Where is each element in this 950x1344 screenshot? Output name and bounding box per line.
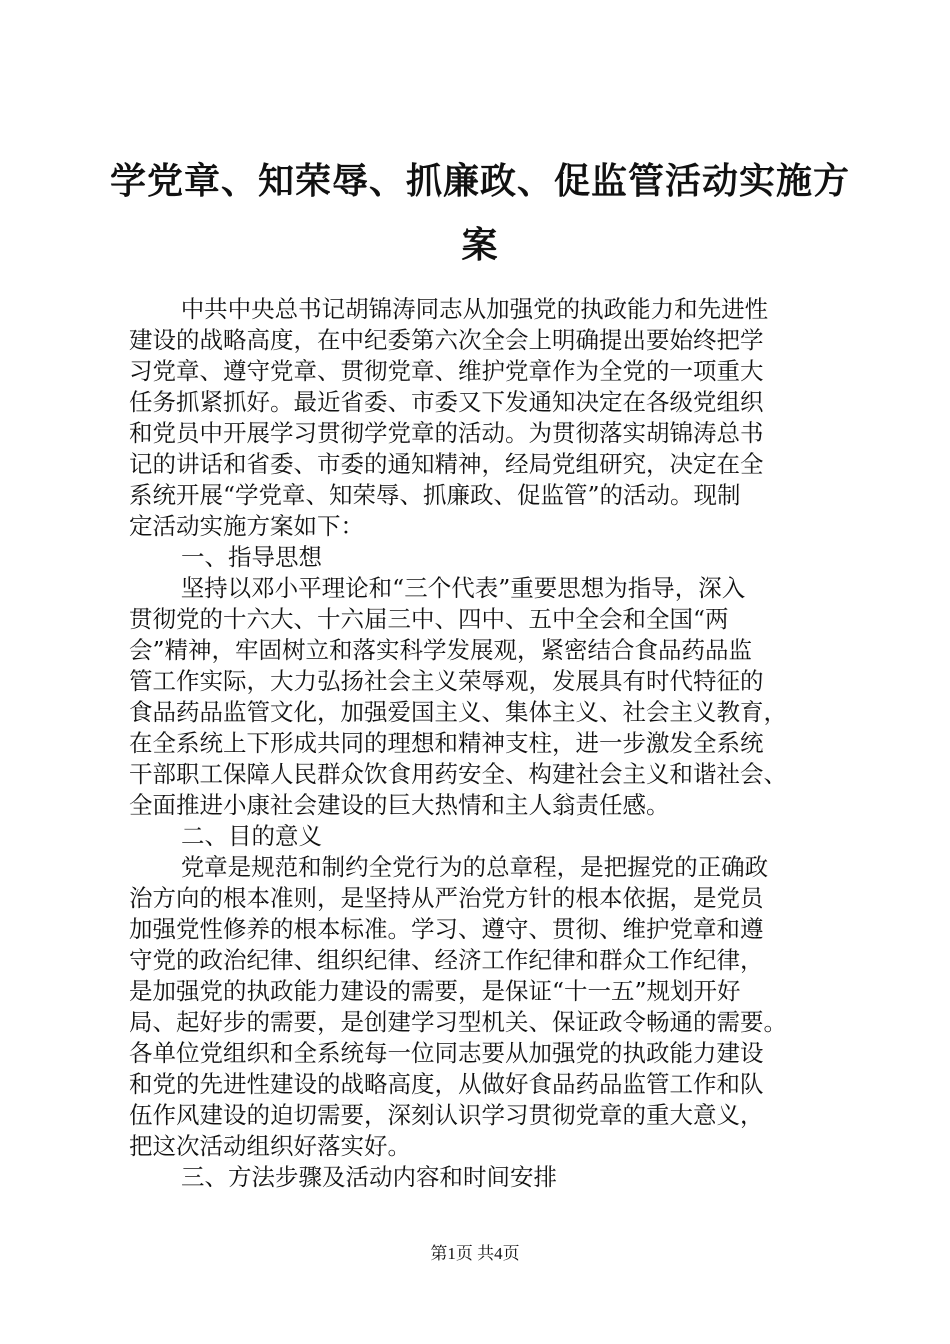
text-line: 治方向的根本准则，是坚持从严治党方针的根本依据，是党员	[129, 884, 764, 912]
text-line: 食品药品监管文化，加强爱国主义、集体主义、社会主义教育，	[129, 698, 787, 726]
title-line-1: 学党章、知荣辱、抓廉政、促监管活动实施方	[110, 161, 851, 202]
title-line-2: 案	[461, 225, 499, 266]
section-1-paragraph	[129, 573, 841, 821]
document-body	[129, 294, 841, 1193]
page-footer: 第1页 共4页	[430, 1244, 520, 1263]
text-line: 全面推进小康社会建设的巨大热情和主人翁责任感。	[129, 791, 670, 819]
text-line: 建设的战略高度，在中纪委第六次全会上明确提出要始终把学	[129, 326, 764, 354]
text-line: 加强党性修养的根本标准。学习、遵守、贯彻、维护党章和遵	[129, 915, 764, 943]
text-line: 系统开展“学党章、知荣辱、抓廉政、促监管”的活动。现制	[129, 481, 741, 509]
text-line: 和党的先进性建设的战略高度，从做好食品药品监管工作和队	[129, 1070, 764, 1098]
text-line: 各单位党组织和全系统每一位同志要从加强党的执政能力建设	[129, 1039, 764, 1067]
section-heading-1: 一、指导思想	[181, 543, 322, 571]
text-line: 管工作实际，大力弘扬社会主义荣辱观，发展具有时代特征的	[129, 667, 764, 695]
text-line: 守党的政治纪律、组织纪律、经济工作纪律和群众工作纪律，	[129, 946, 764, 974]
text-line: 党章是规范和制约全党行为的总章程，是把握党的正确政	[180, 853, 769, 881]
text-line: 贯彻党的十六大、十六届三中、四中、五中全会和全国“两	[129, 605, 729, 633]
text-line: 会”精神，牢固树立和落实科学发展观，紧密结合食品药品监	[129, 636, 753, 664]
text-line: 局、起好步的需要，是创建学习型机关、保证政令畅通的需要。	[129, 1008, 787, 1036]
section-heading-3: 三、方法步骤及活动内容和时间安排	[181, 1163, 557, 1191]
text-line: 伍作风建设的迫切需要，深刻认识学习贯彻党章的重大意义，	[129, 1101, 764, 1129]
text-line: 干部职工保障人民群众饮食用药安全、构建社会主义和谐社会、	[129, 760, 787, 788]
text-line: 和党员中开展学习贯彻学党章的活动。为贯彻落实胡锦涛总书	[129, 419, 764, 447]
text-line: 任务抓紧抓好。最近省委、市委又下发通知决定在各级党组织	[129, 388, 764, 416]
text-line: 记的讲话和省委、市委的通知精神，经局党组研究，决定在全	[129, 450, 764, 478]
section-heading-2: 二、目的意义	[181, 822, 322, 850]
text-line: 中共中央总书记胡锦涛同志从加强党的执政能力和先进性	[180, 295, 769, 323]
text-line: 是加强党的执政能力建设的需要，是保证“十一五”规划开好	[129, 977, 741, 1005]
text-line: 把这次活动组织好落实好。	[129, 1132, 411, 1160]
text-line: 在全系统上下形成共同的理想和精神支柱，进一步激发全系统	[129, 729, 764, 757]
text-line: 坚持以邓小平理论和“三个代表”重要思想为指导，深入	[180, 574, 746, 602]
document-title	[110, 150, 850, 278]
text-line: 习党章、遵守党章、贯彻党章、维护党章作为全党的一项重大	[129, 357, 764, 385]
text-line: 定活动实施方案如下：	[129, 512, 364, 540]
section-2-paragraph	[129, 852, 841, 1162]
intro-paragraph	[129, 294, 841, 542]
